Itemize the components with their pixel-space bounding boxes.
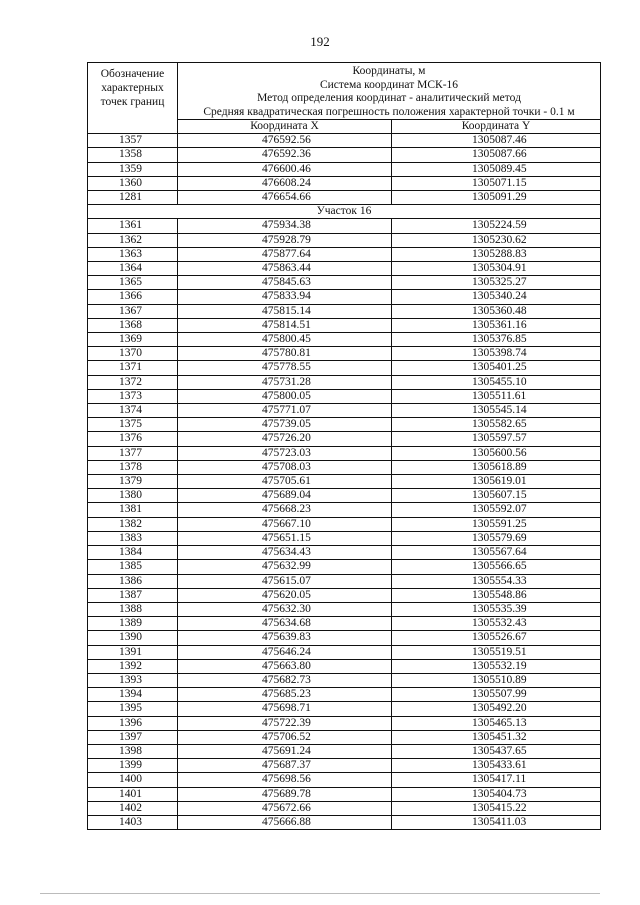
coordinate-x: 475663.80: [178, 659, 392, 673]
table-row: [88, 148, 601, 162]
point-number: 1281: [88, 191, 178, 205]
table-row: [88, 787, 601, 801]
point-number: 1366: [88, 290, 178, 304]
point-number: 1382: [88, 517, 178, 531]
point-number: 1379: [88, 475, 178, 489]
coordinate-y: 1305579.69: [392, 531, 601, 545]
table-row: [88, 176, 601, 190]
point-number: 1365: [88, 276, 178, 290]
point-number: 1376: [88, 432, 178, 446]
coordinate-x: 475682.73: [178, 673, 392, 687]
coordinate-x: 475689.04: [178, 489, 392, 503]
section-row: [88, 205, 601, 219]
point-number: 1403: [88, 815, 178, 829]
table-row: [88, 560, 601, 574]
point-number: 1386: [88, 574, 178, 588]
coordinate-x: 475646.24: [178, 645, 392, 659]
coordinate-y: 1305411.03: [392, 815, 601, 829]
coordinate-y: 1305087.46: [392, 134, 601, 148]
coordinate-y: 1305600.56: [392, 446, 601, 460]
point-number: 1372: [88, 375, 178, 389]
coordinate-y: 1305532.19: [392, 659, 601, 673]
coordinate-x: 475726.20: [178, 432, 392, 446]
table-row: [88, 574, 601, 588]
point-number: 1364: [88, 262, 178, 276]
coordinate-x: 475934.38: [178, 219, 392, 233]
section-row-group: [88, 205, 601, 219]
coordinate-x: 475639.83: [178, 631, 392, 645]
page-number: 192: [310, 34, 330, 49]
table-row: [88, 716, 601, 730]
coordinate-y: 1305591.25: [392, 517, 601, 531]
point-number: 1400: [88, 773, 178, 787]
table-row: [88, 744, 601, 758]
table-row: [88, 460, 601, 474]
coordinate-x: 475698.56: [178, 773, 392, 787]
coordinates-header: [178, 63, 601, 120]
table-row: [88, 531, 601, 545]
table-row: [88, 432, 601, 446]
coordinate-y: 1305519.51: [392, 645, 601, 659]
point-number: 1396: [88, 716, 178, 730]
coordinate-y: 1305398.74: [392, 347, 601, 361]
table-row: [88, 730, 601, 744]
coordinates-table: [87, 62, 601, 830]
coordinate-y: 1305618.89: [392, 460, 601, 474]
coordinate-y: 1305230.62: [392, 233, 601, 247]
coordinate-x: 475666.88: [178, 815, 392, 829]
table-row: [88, 645, 601, 659]
table-row: [88, 361, 601, 375]
table-row: [88, 318, 601, 332]
coordinate-x: 475815.14: [178, 304, 392, 318]
point-number: 1393: [88, 673, 178, 687]
table-row: [88, 759, 601, 773]
point-number: 1401: [88, 787, 178, 801]
section-label: Участок 16: [88, 205, 601, 219]
coordinate-x: 475615.07: [178, 574, 392, 588]
table-row: [88, 290, 601, 304]
table-row: [88, 375, 601, 389]
point-number: 1383: [88, 531, 178, 545]
table-row: [88, 815, 601, 829]
coordinate-y: 1305545.14: [392, 404, 601, 418]
coordinate-y: 1305607.15: [392, 489, 601, 503]
coordinate-y: 1305510.89: [392, 673, 601, 687]
table-row: [88, 347, 601, 361]
table-row: [88, 602, 601, 616]
coordinate-y: 1305376.85: [392, 333, 601, 347]
table-row: [88, 233, 601, 247]
coordinate-x: 475814.51: [178, 318, 392, 332]
table-row: [88, 418, 601, 432]
point-number: 1375: [88, 418, 178, 432]
table-row: [88, 404, 601, 418]
table-row: [88, 617, 601, 631]
coordinate-y: 1305548.86: [392, 588, 601, 602]
mean-square-error: Средняя квадратическая погрешность положения характерной точки - 0.1 м: [203, 105, 575, 118]
table-row: [88, 262, 601, 276]
table-row: [88, 162, 601, 176]
point-number: 1363: [88, 247, 178, 261]
table-row: [88, 659, 601, 673]
point-number: 1370: [88, 347, 178, 361]
coordinate-x: 476600.46: [178, 162, 392, 176]
point-number: 1387: [88, 588, 178, 602]
point-number: 1392: [88, 659, 178, 673]
coordinate-x: 475685.23: [178, 688, 392, 702]
point-number: 1360: [88, 176, 178, 190]
coordinate-y: 1305592.07: [392, 503, 601, 517]
coordinate-y: 1305455.10: [392, 375, 601, 389]
table-row: [88, 134, 601, 148]
point-number: 1377: [88, 446, 178, 460]
coordinate-y: 1305325.27: [392, 276, 601, 290]
table-row: [88, 191, 601, 205]
table-row: [88, 276, 601, 290]
coordinate-x: 475723.03: [178, 446, 392, 460]
point-number: 1371: [88, 361, 178, 375]
coordinate-system: Система координат МСК-16: [319, 78, 459, 91]
coordinate-x: 476654.66: [178, 191, 392, 205]
table-row: [88, 446, 601, 460]
point-number: 1395: [88, 702, 178, 716]
coordinate-x: 475708.03: [178, 460, 392, 474]
point-number: 1394: [88, 688, 178, 702]
coordinate-y: 1305361.16: [392, 318, 601, 332]
point-number: 1385: [88, 560, 178, 574]
point-number: 1397: [88, 730, 178, 744]
table-row: [88, 247, 601, 261]
coordinate-y: 1305597.57: [392, 432, 601, 446]
table-row: [88, 389, 601, 403]
point-number: 1380: [88, 489, 178, 503]
coordinate-x: 476608.24: [178, 176, 392, 190]
point-number: 1373: [88, 389, 178, 403]
coordinate-y: 1305433.61: [392, 759, 601, 773]
table-row: [88, 304, 601, 318]
point-number: 1367: [88, 304, 178, 318]
coordinate-x: 475705.61: [178, 475, 392, 489]
coordinate-y: 1305582.65: [392, 418, 601, 432]
coordinate-y: 1305224.59: [392, 219, 601, 233]
coordinate-y: 1305465.13: [392, 716, 601, 730]
coordinate-x: 475620.05: [178, 588, 392, 602]
coordinate-x: 475771.07: [178, 404, 392, 418]
coordinate-y: 1305304.91: [392, 262, 601, 276]
point-number: 1368: [88, 318, 178, 332]
point-number: 1391: [88, 645, 178, 659]
coordinate-y: 1305566.65: [392, 560, 601, 574]
table-row: [88, 702, 601, 716]
coordinate-x: 475780.81: [178, 347, 392, 361]
table-row: [88, 517, 601, 531]
coordinate-x: 475739.05: [178, 418, 392, 432]
table-header-row: [88, 63, 601, 120]
table-row: [88, 475, 601, 489]
table-row: [88, 801, 601, 815]
coordinate-y: 1305554.33: [392, 574, 601, 588]
coordinate-x: 475731.28: [178, 375, 392, 389]
coordinate-x: 475634.43: [178, 546, 392, 560]
coordinate-x: 475634.68: [178, 617, 392, 631]
col-y-header: Координата Y: [392, 120, 601, 134]
table-row: [88, 673, 601, 687]
point-designation-header: Обозначение характерных точек границ: [88, 63, 178, 134]
rows-group-a: [88, 134, 601, 205]
coordinate-x: 475778.55: [178, 361, 392, 375]
coordinate-y: 1305415.22: [392, 801, 601, 815]
coordinates-title: Координаты, м: [352, 65, 426, 77]
coordinate-y: 1305507.99: [392, 688, 601, 702]
point-number: 1389: [88, 617, 178, 631]
coordinate-x: 475928.79: [178, 233, 392, 247]
coordinate-y: 1305071.15: [392, 176, 601, 190]
coordinate-y: 1305288.83: [392, 247, 601, 261]
point-number: 1381: [88, 503, 178, 517]
coordinate-x: 475668.23: [178, 503, 392, 517]
point-number: 1384: [88, 546, 178, 560]
point-number: 1359: [88, 162, 178, 176]
coordinate-x: 475863.44: [178, 262, 392, 276]
coordinate-y: 1305340.24: [392, 290, 601, 304]
table-row: [88, 503, 601, 517]
coordinate-x: 476592.56: [178, 134, 392, 148]
coordinate-y: 1305087.66: [392, 148, 601, 162]
coordinate-y: 1305360.48: [392, 304, 601, 318]
coordinate-x: 475845.63: [178, 276, 392, 290]
coordinate-x: 475651.15: [178, 531, 392, 545]
point-number: 1388: [88, 602, 178, 616]
table-row: [88, 546, 601, 560]
table-row: [88, 631, 601, 645]
point-number: 1399: [88, 759, 178, 773]
point-number: 1402: [88, 801, 178, 815]
table-row: [88, 588, 601, 602]
point-number: 1357: [88, 134, 178, 148]
coordinate-y: 1305567.64: [392, 546, 601, 560]
point-number: 1369: [88, 333, 178, 347]
point-number: 1378: [88, 460, 178, 474]
coordinate-y: 1305511.61: [392, 389, 601, 403]
coordinate-x: 475672.66: [178, 801, 392, 815]
coordinate-x: 475667.10: [178, 517, 392, 531]
coordinate-y: 1305089.45: [392, 162, 601, 176]
coordinate-x: 475632.99: [178, 560, 392, 574]
coordinate-x: 475800.05: [178, 389, 392, 403]
coordinate-y: 1305451.32: [392, 730, 601, 744]
coordinate-y: 1305401.25: [392, 361, 601, 375]
coordinate-y: 1305619.01: [392, 475, 601, 489]
table-row: [88, 219, 601, 233]
rows-group-b: [88, 219, 601, 830]
coordinate-y: 1305492.20: [392, 702, 601, 716]
coordinate-x: 475632.30: [178, 602, 392, 616]
table-row: [88, 489, 601, 503]
coordinate-y: 1305532.43: [392, 617, 601, 631]
coordinate-x: 475687.37: [178, 759, 392, 773]
col-x-header: Координата X: [178, 120, 392, 134]
coordinate-x: 475722.39: [178, 716, 392, 730]
coordinate-x: 475833.94: [178, 290, 392, 304]
coordinate-y: 1305404.73: [392, 787, 601, 801]
point-number: 1374: [88, 404, 178, 418]
coordinate-y: 1305091.29: [392, 191, 601, 205]
coordinate-x: 475800.45: [178, 333, 392, 347]
coordinate-x: 475689.78: [178, 787, 392, 801]
coordinate-x: 475877.64: [178, 247, 392, 261]
point-number: 1358: [88, 148, 178, 162]
coordinate-y: 1305526.67: [392, 631, 601, 645]
table-row: [88, 773, 601, 787]
point-number: 1390: [88, 631, 178, 645]
table-row: [88, 688, 601, 702]
coordinate-x: 475698.71: [178, 702, 392, 716]
point-number: 1361: [88, 219, 178, 233]
page-bottom-rule: [40, 893, 600, 894]
coordinate-x: 475706.52: [178, 730, 392, 744]
coordinate-x: 475691.24: [178, 744, 392, 758]
point-number: 1362: [88, 233, 178, 247]
coordinate-y: 1305535.39: [392, 602, 601, 616]
coordinate-y: 1305437.65: [392, 744, 601, 758]
determination-method: Метод определения координат - аналитический метод: [257, 92, 521, 104]
coordinate-y: 1305417.11: [392, 773, 601, 787]
point-number: 1398: [88, 744, 178, 758]
table-row: [88, 333, 601, 347]
coordinate-x: 476592.36: [178, 148, 392, 162]
